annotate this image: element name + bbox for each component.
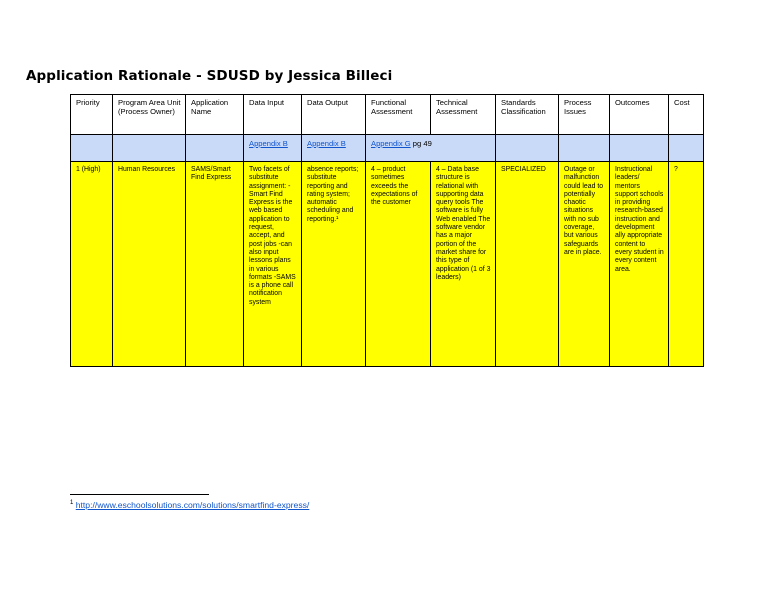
appendix-cell-empty (669, 135, 704, 162)
cell-data-output: absence reports; substitute reporting and rating system; automatic scheduling and reporting.¹ (302, 162, 366, 367)
application-rationale-table (70, 94, 704, 367)
header-technical-assessment: Technical Assessment (431, 95, 496, 135)
appendix-cell-empty (113, 135, 186, 162)
footnote (70, 500, 309, 510)
appendix-row (71, 135, 704, 162)
header-data-input: Data Input (244, 95, 302, 135)
cell-technical-assessment: 4 – Data base structure is relational with supporting data query tools The software is fully Web enabled The software vendor has a major portion of the market share for this type of application (1 of 3 leaders) (431, 162, 496, 367)
appendix-cell-data-input (244, 135, 302, 162)
cell-program-area: Human Resources (113, 162, 186, 367)
header-application-name: Application Name (186, 95, 244, 135)
cell-priority: 1 (High) (71, 162, 113, 367)
cell-process-issues: Outage or malfunction could lead to potentially chaotic situations with no sub coverage, but various safeguards are in place. (559, 162, 610, 367)
table-row (71, 162, 704, 367)
header-cost: Cost (669, 95, 704, 135)
appendix-cell-empty (496, 135, 559, 162)
appendix-cell-empty (186, 135, 244, 162)
cell-application-name: SAMS/Smart Find Express (186, 162, 244, 367)
cell-cost: ? (669, 162, 704, 367)
header-standards-classification: Standards Classification (496, 95, 559, 135)
appendix-b-link[interactable]: Appendix B (307, 139, 346, 148)
document-title: Application Rationale - SDUSD by Jessica Billeci (26, 68, 393, 84)
appendix-b-link[interactable]: Appendix B (249, 139, 288, 148)
footnote-url-link[interactable]: http://www.eschoolsolutions.com/solutions/smartfind-express/ (75, 500, 310, 510)
cell-functional-assessment: 4 – product sometimes exceeds the expectations of the customer (366, 162, 431, 367)
cell-data-input: Two facets of substitute assignment: -Smart Find Express is the web based application to request, accept, and post jobs -can also input lessons plans in various formats -SAMS is a phone call notification system (244, 162, 302, 367)
header-process-issues: Process Issues (559, 95, 610, 135)
header-row (71, 95, 704, 135)
header-priority: Priority (71, 95, 113, 135)
footnote-marker: 1 (70, 500, 74, 507)
header-functional-assessment: Functional Assessment (366, 95, 431, 135)
appendix-cell-empty (559, 135, 610, 162)
header-program-area: Program Area Unit (Process Owner) (113, 95, 186, 135)
header-data-output: Data Output (302, 95, 366, 135)
appendix-cell-empty (610, 135, 669, 162)
footnote-divider (70, 494, 209, 495)
cell-standards-classification: SPECIALIZED (496, 162, 559, 367)
appendix-page-ref: pg 49 (410, 139, 432, 148)
appendix-g-link[interactable]: Appendix G (371, 139, 411, 148)
appendix-cell-data-output (302, 135, 366, 162)
cell-outcomes: Instructional leaders/ mentors support schools in providing research-based instruction and development ally appropriate content to every student in every content area. (610, 162, 669, 367)
appendix-cell-functional (366, 135, 496, 162)
header-outcomes: Outcomes (610, 95, 669, 135)
appendix-cell-empty (71, 135, 113, 162)
